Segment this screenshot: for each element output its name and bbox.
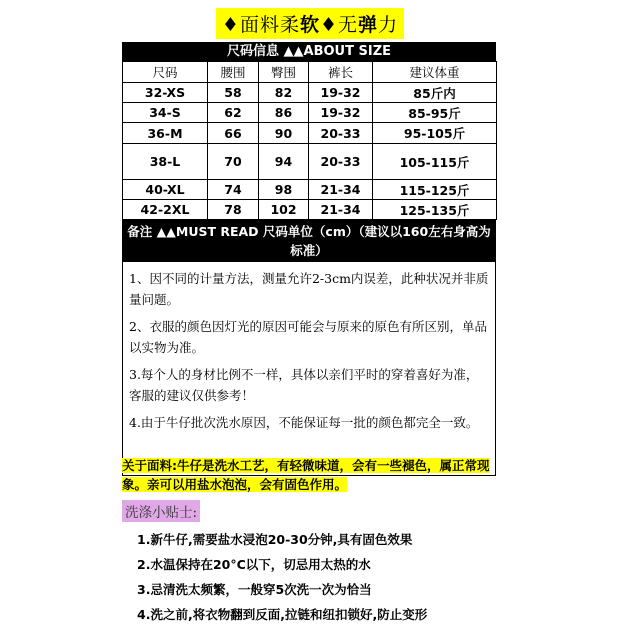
diamond-icon: ♦	[319, 14, 339, 36]
cell-weight: 85斤内	[373, 83, 497, 103]
size-table	[122, 61, 497, 220]
tip-text: 4.洗之前,将衣物翻到反面,拉链和纽扣锁好,防止变形	[137, 607, 428, 622]
title-banner	[216, 8, 404, 39]
washing-tips-header: 洗涤小贴士:	[122, 500, 200, 522]
notes-box	[122, 262, 496, 476]
cell-length: 20-33	[309, 123, 373, 144]
size-sheet	[122, 42, 496, 476]
table-row	[123, 83, 497, 103]
column-header: 裤长	[309, 62, 373, 83]
column-header: 臀围	[259, 62, 309, 83]
tip-item	[137, 553, 517, 577]
title-container	[0, 8, 620, 39]
tip-item	[137, 528, 517, 552]
cell-hip: 98	[259, 180, 309, 200]
tip-item	[137, 578, 517, 602]
cell-size: 38-L	[123, 144, 208, 180]
cell-waist: 74	[208, 180, 259, 200]
table-row	[123, 103, 497, 123]
column-header: 尺码	[123, 62, 208, 83]
cell-weight: 85-95斤	[373, 103, 497, 123]
diamond-icon: ♦	[221, 14, 240, 36]
cell-weight: 115-125斤	[373, 180, 497, 200]
cell-length: 19-32	[309, 83, 373, 103]
cell-size: 34-S	[123, 103, 208, 123]
column-header: 腰围	[208, 62, 259, 83]
table-header-row	[123, 62, 497, 83]
tip-text: 3.忌清洗太频繁，一般穿5次洗一次为恰当	[137, 582, 372, 597]
title-text-bold: 弹	[358, 14, 379, 36]
size-info-header: 尺码信息 ▲▲ABOUT SIZE	[122, 42, 496, 61]
cell-length: 19-32	[309, 103, 373, 123]
must-read-bar: 备注 ▲▲MUST READ 尺码单位（cm）（建议以160左右身高为标准）	[122, 220, 496, 262]
note-item: 2、衣服的颜色因灯光的原因可能会与原来的原色有所区别，单品以实物为准。	[129, 319, 487, 355]
fabric-note	[122, 456, 502, 494]
title-text: 无	[338, 14, 359, 36]
cell-weight: 125-135斤	[373, 200, 497, 220]
cell-size: 36-M	[123, 123, 208, 144]
note-item: 1、因不同的计量方法，测量允许2-3cm内误差，此种状况并非质量问题。	[129, 271, 489, 307]
cell-length: 20-33	[309, 144, 373, 180]
title-text-bold: 软	[299, 14, 320, 36]
table-row	[123, 180, 497, 200]
table-row	[123, 123, 497, 144]
cell-hip: 102	[259, 200, 309, 220]
washing-tips-list	[137, 528, 517, 628]
fabric-note-text: 关于面料:牛仔是洗水工艺，有轻微味道，会有一些褪色，属正常现象。亲可以用盐水泡泡，会有固色作用。	[122, 458, 490, 492]
note-item: 4.由于牛仔批次洗水原因，不能保证每一批的颜色都完全一致。	[129, 415, 479, 430]
cell-hip: 94	[259, 144, 309, 180]
cell-weight: 95-105斤	[373, 123, 497, 144]
cell-size: 40-XL	[123, 180, 208, 200]
tip-item	[137, 603, 517, 627]
cell-length: 21-34	[309, 180, 373, 200]
cell-waist: 66	[208, 123, 259, 144]
cell-hip: 90	[259, 123, 309, 144]
cell-hip: 82	[259, 83, 309, 103]
title-text: 面料柔	[239, 14, 300, 36]
cell-weight: 105-115斤	[373, 144, 497, 180]
cell-size: 42-2XL	[123, 200, 208, 220]
cell-waist: 70	[208, 144, 259, 180]
note-item: 3.每个人的身材比例不一样，具体以亲们平时的穿着喜好为准，客服的建议仅供参考！	[129, 367, 479, 403]
table-row	[123, 144, 497, 180]
cell-waist: 58	[208, 83, 259, 103]
cell-hip: 86	[259, 103, 309, 123]
cell-size: 32-XS	[123, 83, 208, 103]
cell-waist: 62	[208, 103, 259, 123]
cell-length: 21-34	[309, 200, 373, 220]
table-row	[123, 200, 497, 220]
tip-text: 2.水温保持在20°C以下，切忌用太热的水	[137, 557, 371, 572]
title-text: 力	[378, 14, 399, 36]
tip-text: 1.新牛仔,需要盐水浸泡20-30分钟,具有固色效果	[137, 532, 413, 547]
column-header: 建议体重	[373, 62, 497, 83]
cell-waist: 78	[208, 200, 259, 220]
